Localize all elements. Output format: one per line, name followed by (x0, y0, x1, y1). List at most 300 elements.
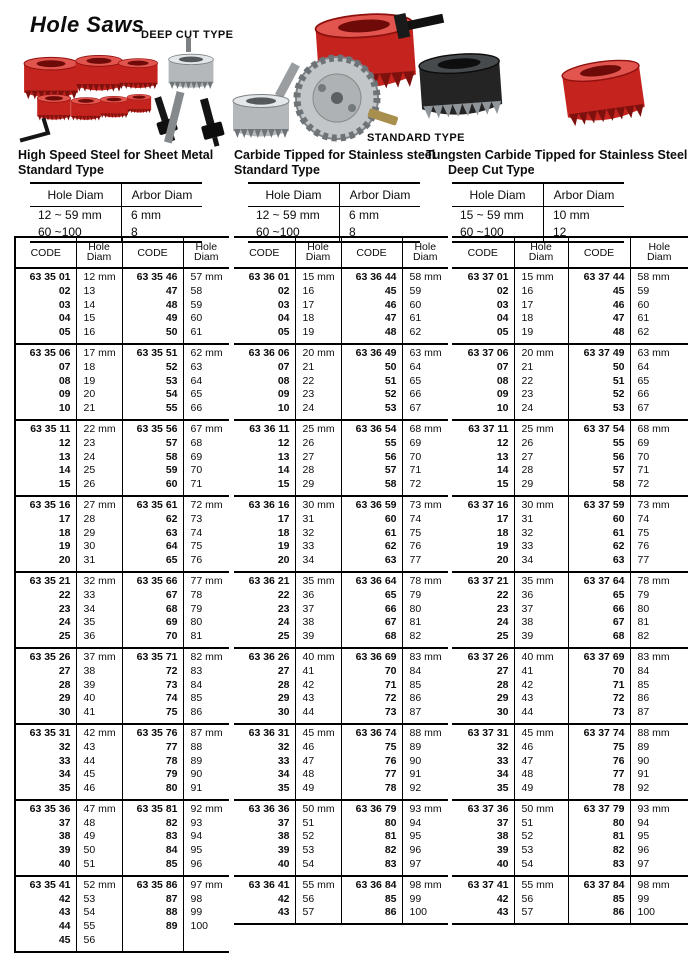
diam-cell: 48 (76, 817, 122, 831)
code-cell: 08 (58, 374, 71, 387)
diam-cell: 90 (183, 768, 229, 782)
code-cell: 17 (58, 512, 71, 525)
diam-cell: 25 mm (514, 420, 568, 437)
diam-cell: 31 (514, 513, 568, 527)
code-cell: 43 (496, 906, 509, 919)
diam-cell: 46 (514, 741, 568, 755)
column-header (295, 237, 341, 268)
table-row (15, 603, 229, 617)
code-cell: 68 (122, 603, 183, 617)
diam-cell: 24 (76, 451, 122, 465)
diam-cell: 99 (402, 893, 448, 907)
diam-cell: 38 (514, 616, 568, 630)
diam-cell: 66 (630, 388, 688, 402)
diam-cell: 23 (514, 388, 568, 402)
code-cell: 63 (122, 527, 183, 541)
code-cell: 47 (122, 285, 183, 299)
code-cell: 35 (277, 782, 290, 795)
column-header: CODE (234, 237, 295, 268)
diam-cell: 64 (183, 375, 229, 389)
diam-cell: 76 (402, 540, 448, 554)
black-saw-image (418, 52, 502, 120)
code-cell: 63 36 59 (341, 496, 402, 513)
code-cell: 63 36 64 (341, 572, 402, 589)
code-cell: 12 (277, 436, 290, 449)
code-cell: 63 37 64 (568, 572, 630, 589)
table-row (15, 830, 229, 844)
diam-cell: 96 (183, 858, 229, 876)
code-cell: 02 (496, 284, 509, 297)
table-row (452, 844, 688, 858)
table-row (452, 817, 688, 831)
table-row (452, 706, 688, 724)
diam-cell: 23 (76, 437, 122, 451)
code-table-carbide-tipped (234, 236, 448, 925)
code-cell: 80 (341, 817, 402, 831)
code-cell: 05 (277, 326, 290, 339)
code-cell: 04 (58, 312, 71, 325)
code-group (234, 724, 448, 800)
code-cell: 85 (568, 893, 630, 907)
code-cell: 63 35 26 (15, 648, 76, 665)
column-header (630, 237, 688, 268)
diam-cell: 74 (630, 513, 688, 527)
diam-cell: 16 (514, 285, 568, 299)
diam-cell: 49 (295, 782, 341, 800)
diam-cell: 59 (402, 285, 448, 299)
diam-cell: 60 (630, 299, 688, 313)
code-cell: 14 (277, 464, 290, 477)
table-row (234, 630, 448, 648)
table-row (234, 679, 448, 693)
code-group (452, 800, 688, 876)
code-cell: 02 (277, 284, 290, 297)
diam-cell: 17 (514, 299, 568, 313)
diam-cell: 62 (630, 326, 688, 344)
table-row (15, 817, 229, 831)
table-row (234, 361, 448, 375)
table-row (234, 800, 448, 817)
table-row (452, 906, 688, 924)
diam-cell: 25 (76, 464, 122, 478)
red-saw-image (561, 57, 646, 127)
table-row (15, 572, 229, 589)
code-cell: 63 35 71 (122, 648, 183, 665)
code-cell: 38 (58, 830, 71, 843)
diam-cell: 49 (514, 782, 568, 800)
diam-cell: 16 (295, 285, 341, 299)
code-cell: 63 36 06 (234, 344, 295, 361)
diam-cell: 85 (183, 692, 229, 706)
table-row (452, 312, 688, 326)
code-cell: 30 (496, 706, 509, 719)
table-row (452, 402, 688, 420)
diam-cell: 40 mm (295, 648, 341, 665)
diam-cell: 52 (295, 830, 341, 844)
diam-cell: 72 (402, 478, 448, 496)
section-subtitle: Deep Cut Type (448, 163, 535, 177)
table-row (452, 800, 688, 817)
table-row (452, 782, 688, 800)
table-row (15, 679, 229, 693)
code-cell: 49 (122, 312, 183, 326)
code-cell: 78 (568, 782, 630, 800)
diam-cell: 51 (76, 858, 122, 876)
page-title: Hole Saws (30, 12, 145, 37)
code-cell: 13 (496, 450, 509, 463)
diam-cell: 84 (402, 665, 448, 679)
diam-cell: 62 mm (183, 344, 229, 361)
code-group (15, 648, 229, 724)
code-cell: 67 (568, 616, 630, 630)
code-cell: 63 37 21 (452, 572, 514, 589)
diam-cell: 74 (183, 527, 229, 541)
diam-cell: 39 (514, 630, 568, 648)
diam-cell: 33 (295, 540, 341, 554)
diam-cell: 54 (295, 858, 341, 876)
table-row (15, 451, 229, 465)
table-row (15, 648, 229, 665)
table-row (15, 782, 229, 800)
table-row (15, 755, 229, 769)
code-cell: 20 (277, 554, 290, 567)
table-row (15, 630, 229, 648)
diam-cell: 34 (76, 603, 122, 617)
table-row (234, 554, 448, 572)
code-cell: 63 35 11 (15, 420, 76, 437)
code-cell: 29 (496, 692, 509, 705)
code-group (15, 572, 229, 648)
code-cell: 34 (277, 768, 290, 781)
diam-cell: 48 (295, 768, 341, 782)
code-cell: 67 (122, 589, 183, 603)
code-cell: 83 (341, 858, 402, 876)
code-cell: 09 (496, 388, 509, 401)
column-header-text: Hole Diam (193, 240, 219, 264)
code-cell: 63 36 69 (341, 648, 402, 665)
code-cell: 56 (341, 451, 402, 465)
code-cell: 63 37 84 (568, 876, 630, 893)
code-cell: 33 (277, 754, 290, 767)
code-cell: 67 (341, 616, 402, 630)
table-row (452, 375, 688, 389)
diam-cell: 30 (76, 540, 122, 554)
code-cell: 63 (568, 554, 630, 572)
spec-table-container (30, 182, 213, 243)
code-cell: 63 36 49 (341, 344, 402, 361)
diam-cell: 34 (295, 554, 341, 572)
code-cell: 23 (58, 602, 71, 615)
code-cell: 15 (58, 478, 71, 491)
diam-cell: 93 (183, 817, 229, 831)
section-high-speed-steel (18, 148, 213, 243)
column-header-text: Hole Diam (528, 240, 554, 264)
code-cell: 63 37 11 (452, 420, 514, 437)
code-cell: 08 (496, 374, 509, 387)
diam-cell: 100 (630, 906, 688, 924)
column-header-text: Hole Diam (412, 240, 438, 264)
column-header: CODE (122, 237, 183, 268)
table-row (15, 876, 229, 893)
diam-cell: 26 (76, 478, 122, 496)
product-photos (0, 0, 699, 152)
code-cell: 75 (568, 741, 630, 755)
diam-cell: 93 mm (402, 800, 448, 817)
diam-cell: 35 mm (514, 572, 568, 589)
diam-cell: 47 (295, 755, 341, 769)
diam-cell: 55 (76, 920, 122, 934)
table-row (452, 755, 688, 769)
diam-cell: 43 (514, 692, 568, 706)
code-cell: 63 35 46 (122, 268, 183, 285)
code-cell: 82 (122, 817, 183, 831)
diam-cell: 95 (183, 844, 229, 858)
code-cell: 25 (496, 630, 509, 643)
diam-cell: 44 (514, 706, 568, 724)
diam-cell: 98 mm (630, 876, 688, 893)
diam-cell: 39 (76, 679, 122, 693)
diam-cell: 24 (514, 402, 568, 420)
code-cell (122, 934, 183, 952)
carbide-tipped-saw-image (233, 62, 300, 138)
code-cell: 45 (58, 934, 71, 947)
table-row (15, 692, 229, 706)
diam-cell: 80 (630, 603, 688, 617)
spec-cell: 60 ~100 (38, 225, 82, 239)
code-group (452, 268, 688, 344)
diam-cell: 15 mm (514, 268, 568, 285)
code-cell: 27 (496, 664, 509, 677)
diam-cell: 91 (183, 782, 229, 800)
diam-cell: 66 (402, 388, 448, 402)
table-row (452, 648, 688, 665)
diam-cell: 34 (514, 554, 568, 572)
column-header: CODE (15, 237, 76, 268)
code-cell: 25 (277, 630, 290, 643)
diam-cell: 59 (183, 299, 229, 313)
code-cell: 63 36 36 (234, 800, 295, 817)
code-group (15, 724, 229, 800)
code-cell: 15 (496, 478, 509, 491)
spec-cell: 6 mm (340, 207, 421, 225)
diam-cell: 37 (514, 603, 568, 617)
diam-cell: 52 mm (76, 876, 122, 893)
code-cell: 47 (568, 312, 630, 326)
code-cell: 55 (341, 437, 402, 451)
spec-cell: 15 ~ 59 mm (460, 208, 524, 222)
table-row (15, 706, 229, 724)
diam-cell: 69 (183, 451, 229, 465)
diam-cell: 80 (183, 616, 229, 630)
code-cell: 87 (122, 893, 183, 907)
diam-cell: 28 (514, 464, 568, 478)
table-row (234, 572, 448, 589)
table-row (15, 589, 229, 603)
spec-header-cell: Hole Diam (30, 183, 122, 207)
diam-cell: 52 (514, 830, 568, 844)
code-cell: 63 36 21 (234, 572, 295, 589)
code-cell: 58 (122, 451, 183, 465)
diam-cell: 100 (402, 906, 448, 924)
diam-cell: 58 mm (402, 268, 448, 285)
diam-cell: 75 (402, 527, 448, 541)
table-row (452, 589, 688, 603)
code-cell: 63 37 79 (568, 800, 630, 817)
table-row (452, 679, 688, 693)
diam-cell: 30 mm (295, 496, 341, 513)
diam-cell: 88 (183, 741, 229, 755)
code-cell: 84 (122, 844, 183, 858)
table-row (234, 268, 448, 285)
table-row (234, 464, 448, 478)
code-cell: 63 37 01 (452, 268, 514, 285)
table-row (452, 496, 688, 513)
code-cell: 62 (341, 540, 402, 554)
diam-cell: 80 (402, 603, 448, 617)
table-row (234, 388, 448, 402)
diam-cell: 37 (295, 603, 341, 617)
table-row (234, 437, 448, 451)
code-group (234, 876, 448, 924)
diam-cell: 73 mm (630, 496, 688, 513)
table-row (234, 451, 448, 465)
code-cell: 68 (341, 630, 402, 648)
diam-cell: 81 (183, 630, 229, 648)
diam-cell: 38 (295, 616, 341, 630)
diam-cell: 82 (402, 630, 448, 648)
diam-cell: 21 (295, 361, 341, 375)
diam-cell: 17 (295, 299, 341, 313)
table-row (15, 496, 229, 513)
code-cell: 51 (341, 375, 402, 389)
diam-cell: 45 mm (295, 724, 341, 741)
diam-cell: 22 (295, 375, 341, 389)
table-row (15, 616, 229, 630)
code-cell: 39 (496, 844, 509, 857)
table-row (15, 906, 229, 920)
table-row (15, 554, 229, 572)
diam-cell: 49 (76, 830, 122, 844)
hex-key-image (22, 120, 48, 140)
code-cell: 63 37 44 (568, 268, 630, 285)
code-cell: 32 (496, 740, 509, 753)
diam-cell: 13 (76, 285, 122, 299)
spec-header-cell: Hole Diam (452, 183, 544, 207)
table-row (15, 724, 229, 741)
diam-cell: 92 (402, 782, 448, 800)
diam-cell: 56 (295, 893, 341, 907)
table-row (15, 920, 229, 934)
code-cell: 63 37 59 (568, 496, 630, 513)
diam-cell: 17 mm (76, 344, 122, 361)
table-row (15, 464, 229, 478)
diam-cell: 81 (630, 616, 688, 630)
code-cell: 86 (568, 906, 630, 924)
code-cell: 30 (277, 706, 290, 719)
code-cell: 85 (341, 893, 402, 907)
diam-cell: 61 (402, 312, 448, 326)
code-cell: 14 (496, 464, 509, 477)
diam-cell: 18 (76, 361, 122, 375)
code-table-high-speed-steel (14, 236, 229, 953)
code-cell: 48 (341, 326, 402, 344)
code-cell: 78 (341, 782, 402, 800)
diam-cell: 72 (630, 478, 688, 496)
table-row (15, 268, 229, 285)
table-row (15, 665, 229, 679)
code-cell: 22 (58, 588, 71, 601)
diam-cell: 65 (630, 375, 688, 389)
column-header (76, 237, 122, 268)
diam-cell (183, 934, 229, 952)
code-cell: 63 35 36 (15, 800, 76, 817)
diam-cell: 78 mm (402, 572, 448, 589)
code-cell: 63 (341, 554, 402, 572)
code-cell: 63 35 76 (122, 724, 183, 741)
code-cell: 29 (277, 692, 290, 705)
table-row (234, 496, 448, 513)
table-row (452, 451, 688, 465)
code-cell: 82 (568, 844, 630, 858)
diam-cell: 56 (76, 934, 122, 952)
code-cell: 61 (568, 527, 630, 541)
diam-cell: 15 mm (295, 268, 341, 285)
spec-cell: 6 mm (122, 207, 203, 225)
column-header-text: Hole Diam (646, 240, 672, 264)
table-row (452, 741, 688, 755)
table-row (15, 420, 229, 437)
diam-cell: 14 (76, 299, 122, 313)
diam-cell: 43 (76, 741, 122, 755)
diam-cell: 20 mm (514, 344, 568, 361)
table-row (234, 844, 448, 858)
code-cell: 79 (122, 768, 183, 782)
table-row (452, 616, 688, 630)
diam-cell: 72 mm (183, 496, 229, 513)
table-row (452, 388, 688, 402)
table-row (15, 844, 229, 858)
diam-cell: 76 (630, 540, 688, 554)
code-cell: 63 37 31 (452, 724, 514, 741)
code-cell: 03 (58, 298, 71, 311)
diam-cell: 70 (183, 464, 229, 478)
diam-cell: 89 (630, 741, 688, 755)
table-row (234, 603, 448, 617)
table-row (234, 893, 448, 907)
code-cell: 04 (277, 312, 290, 325)
table-row (234, 876, 448, 893)
diam-cell: 28 (295, 464, 341, 478)
code-cell: 32 (277, 740, 290, 753)
column-header (402, 237, 448, 268)
diam-cell: 82 (630, 630, 688, 648)
diam-cell: 77 (630, 554, 688, 572)
spec-table (452, 182, 624, 243)
code-cell: 39 (277, 844, 290, 857)
diam-cell: 39 (295, 630, 341, 648)
diam-cell: 90 (630, 755, 688, 769)
diam-cell: 54 (76, 906, 122, 920)
code-cell: 75 (341, 741, 402, 755)
diam-cell: 62 (402, 326, 448, 344)
code-cell: 64 (122, 540, 183, 554)
code-group (234, 572, 448, 648)
table-row (234, 540, 448, 554)
diam-cell: 77 mm (183, 572, 229, 589)
diam-cell: 20 (76, 388, 122, 402)
table-row (234, 768, 448, 782)
diam-cell: 66 (183, 402, 229, 420)
